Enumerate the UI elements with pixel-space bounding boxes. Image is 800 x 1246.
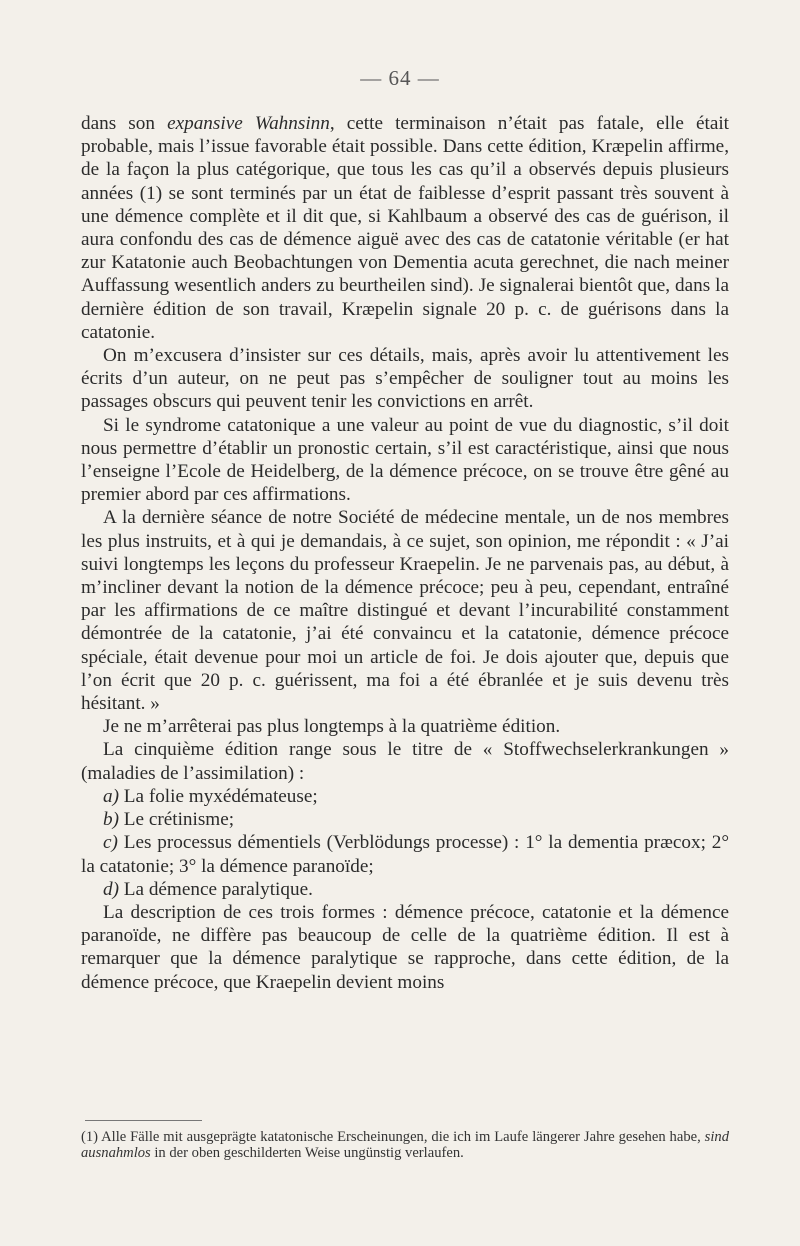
paragraph: La description de ces trois formes : démence précoce, catatonie et la démence paranoïde, ne diffère pas beaucoup de celle de la quatrième édition. Il est à remarquer que la démence paralytique se rapproche, dans cette édition, de la démence précoce, que Kraepelin devient moins (81, 901, 729, 993)
list-item: d) La démence paralytique. (103, 878, 313, 900)
emphasis: sind ausnahmlos (81, 1129, 729, 1161)
paragraph: La cinquième édition range sous le titre de « Stoffwechselerkrankungen » (maladies de l’assimilation) : (81, 739, 729, 784)
footnote-rule (85, 1120, 202, 1121)
footnote: (1) Alle Fälle mit ausgeprägte katatonische Erscheinungen, die ich im Laufe längerer Jahre gesehen habe, sind ausnahmlos in der oben geschilderten Weise ungünstig verlaufen. (81, 1129, 729, 1161)
list-label: a) (103, 785, 119, 807)
body-text (81, 112, 729, 994)
paragraph: dans son expansive Wahnsinn, cette terminaison n’était pas fatale, elle était probable, mais l’issue favorable était possible. Dans cette édition, Kræpelin affirme, de la façon la plus catégorique, que tous les cas qu’il a observés depuis plusieurs années (1) se sont terminés par un état de faiblesse d’esprit passant très souvent à une démence complète et il dit que, si Kahlbaum a observé des cas de guérison, il aura confondu des cas de démence aiguë avec des cas de catatonie véritable (er hat zur Katatonie auch Beobachtungen von Dementia acuta gerechnet, die nach meiner Auffassung wesentlich anders zu beurtheilen sind). Je signalerai bientôt que, dans la dernière édition de son travail, Kræpelin signale 20 p. c. de guérisons dans la catatonie. (81, 113, 729, 343)
list-item: c) Les processus démentiels (Verblödungs processe) : 1° la dementia præcox; 2° la catatonie; 3° la démence paranoïde; (81, 832, 729, 877)
emphasis: expansive Wahnsinn (167, 113, 330, 134)
paragraph: On m’excusera d’insister sur ces détails, mais, après avoir lu attentivement les écrits d’un auteur, on ne peut pas s’empêcher de souligner tout au moins les passages obscurs qui peuvent tenir les convictions en arrêt. (81, 345, 729, 413)
list-label: d) (103, 878, 119, 900)
paragraph: Si le syndrome catatonique a une valeur au point de vue du diagnostic, s’il doit nous permettre d’établir un pronostic certain, s’il est caractéristique, ainsi que nous l’enseigne l’Ecole de Heidelberg, de la démence précoce, on se trouve être gêné au premier abord par ces affirmations. (81, 414, 729, 506)
list-label: c) (103, 832, 118, 854)
paragraph: Je ne m’arrêterai pas plus longtemps à la quatrième édition. (103, 716, 561, 738)
list-item: b) Le crétinisme; (103, 809, 235, 831)
list-label: b) (103, 809, 119, 831)
paragraph: A la dernière séance de notre Société de médecine mentale, un de nos membres les plus instruits, et à qui je demandais, à ce sujet, son opinion, me répondit : « J’ai suivi longtemps les leçons du professeur Kraepelin. Je ne parvenais pas, au début, à m’incliner devant la notion de la démence précoce; peu à peu, cependant, entraîné par les affirmations de ce maître distingué et devant l’incurabilité constamment démontrée de la catatonie, j’ai été convaincu et la catatonie, démence précoce spéciale, était devenue pour moi un article de foi. Je dois ajouter que, depuis que l’on écrit que 20 p. c. guérissent, ma foi a été ébranlée et je suis devenu très hésitant. » (81, 507, 729, 715)
list-item: a) La folie myxédémateuse; (103, 785, 318, 807)
page-number: — 64 — (360, 66, 440, 90)
